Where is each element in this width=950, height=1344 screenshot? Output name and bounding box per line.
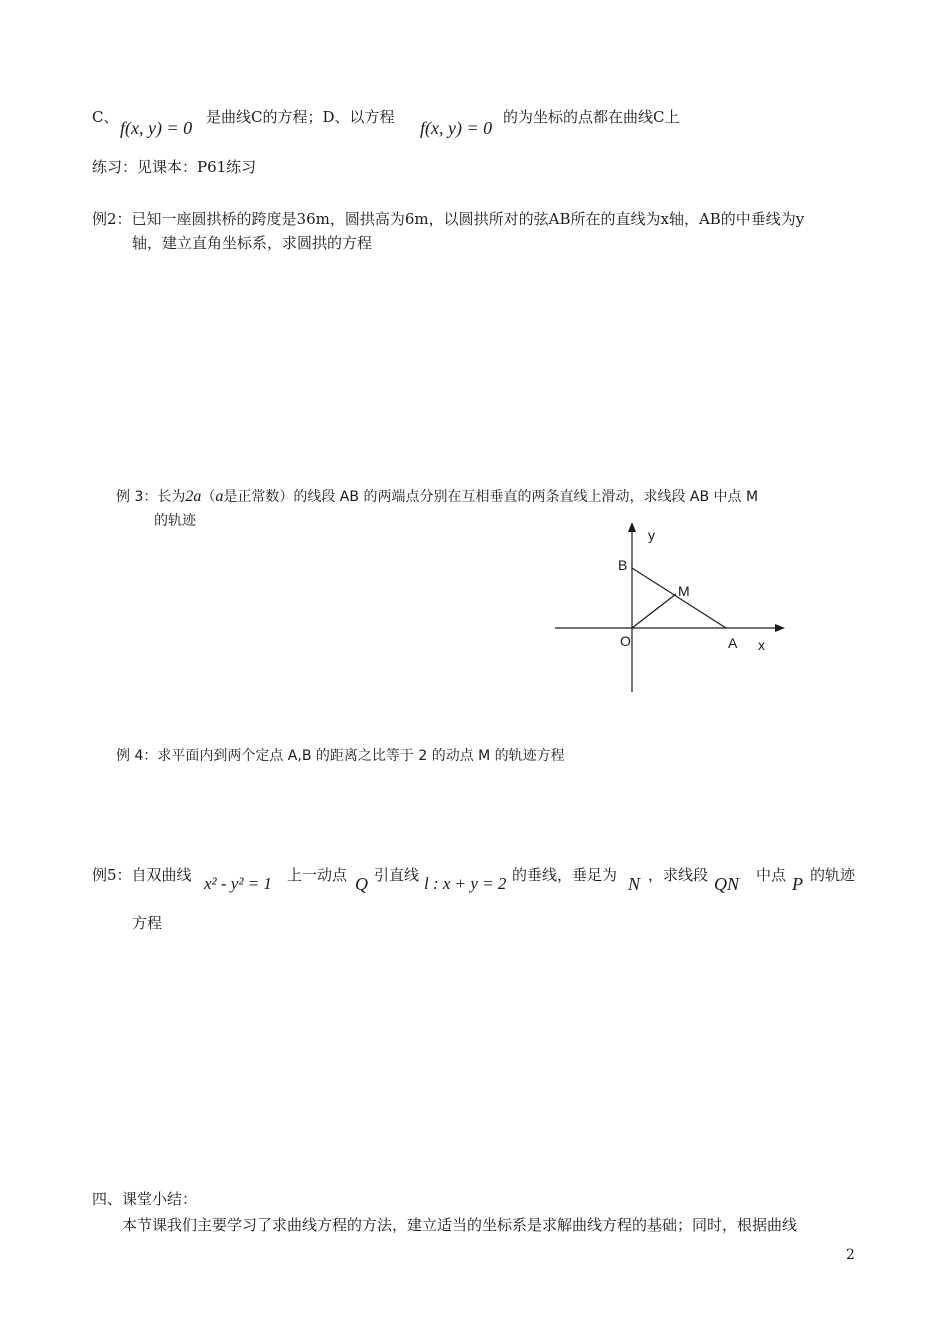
label-o: O <box>620 633 631 649</box>
label-a: A <box>728 635 738 651</box>
formula-f-xy-2: f(x, y) = 0 <box>420 118 493 138</box>
example-5-prefix: 例5：自双曲线 <box>92 866 192 884</box>
example-5-text-1: 上一动点 <box>287 866 348 884</box>
segment-om <box>632 594 676 628</box>
point-n: N <box>628 874 641 894</box>
example-3-line-2: 的轨迹 <box>154 513 196 529</box>
option-d-text: 的为坐标的点都在曲线C上 <box>503 108 680 126</box>
example-3-rest: 是正常数）的线段 AB 的两端点分别在互相垂直的两条直线上滑动，求线段 AB 中点 M <box>223 489 759 505</box>
example-4: 例 4：求平面内到两个定点 A,B 的距离之比等于 2 的动点 M 的轨迹方程 <box>116 748 565 764</box>
x-axis-arrow <box>775 624 785 632</box>
example-5-text-3: 的垂线，垂足为 <box>512 866 618 884</box>
summary-heading: 四、课堂小结： <box>92 1190 198 1208</box>
example-5-text-4: ，求线段 <box>648 866 709 884</box>
example-5-text-2: 引直线 <box>374 866 420 884</box>
summary-text: 本节课我们主要学习了求曲线方程的方法，建立适当的坐标系是求解曲线方程的基础；同时，根据曲线 <box>122 1216 798 1234</box>
example-3-paren: （ <box>201 489 216 505</box>
label-y: y <box>648 527 655 543</box>
point-q: Q <box>355 874 368 894</box>
option-c-text: 是曲线C的方程；D、以方程 <box>206 108 395 126</box>
hyperbola-equation: x² - y² = 1 <box>204 874 272 893</box>
label-m: M <box>678 583 690 599</box>
line-equation: l : x + y = 2 <box>424 874 507 893</box>
y-axis-arrow <box>628 522 636 532</box>
example-3-var-a: a <box>215 488 224 505</box>
coordinate-figure <box>550 520 790 700</box>
label-x: x <box>758 637 765 653</box>
example-5-text-6: 的轨迹 <box>810 866 856 884</box>
formula-f-xy: f(x, y) = 0 <box>120 118 193 138</box>
example-2-line-1: 例2：已知一座圆拱桥的跨度是36m，圆拱高为6m，以圆拱所对的弦AB所在的直线为x轴，AB的中垂线为y <box>92 210 805 228</box>
example-5-line-2: 方程 <box>132 914 163 932</box>
segment-qn: QN <box>714 874 740 894</box>
example-3-length: 2a <box>185 488 202 505</box>
page-number: 2 <box>846 1247 855 1263</box>
label-b: B <box>618 557 628 573</box>
example-2-line-2: 轴，建立直角坐标系，求圆拱的方程 <box>132 234 373 252</box>
example-3-prefix: 例 3：长为 <box>116 489 186 505</box>
point-p: P <box>792 874 803 894</box>
example-3-line-1 <box>116 486 758 506</box>
practice-note: 练习：见课本：P61练习 <box>92 158 257 176</box>
option-c-label: C、 <box>92 108 119 126</box>
example-5-text-5: 中点 <box>756 866 787 884</box>
